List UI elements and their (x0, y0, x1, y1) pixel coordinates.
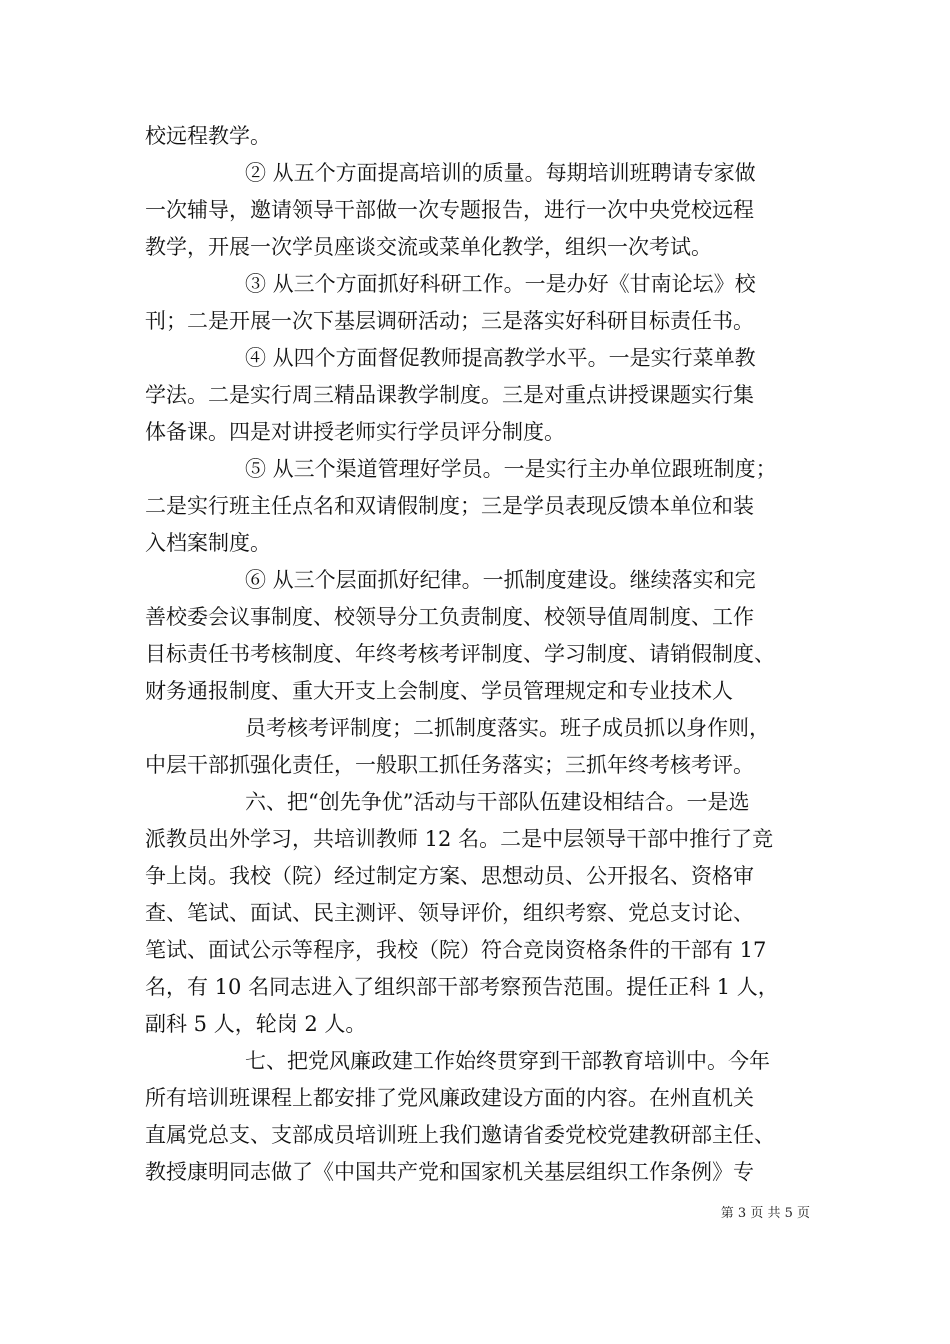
text-line: 争上岗。我校（院）经过制定方案、思想动员、公开报名、资格审 (145, 864, 754, 888)
text-line: 学法。二是实行周三精品课教学制度。三是对重点讲授课题实行集 (145, 383, 754, 407)
text-line: 目标责任书考核制度、年终考核考评制度、学习制度、请销假制度、 (145, 642, 775, 666)
text-line: 中层干部抓强化责任，一般职工抓任务落实；三抓年终考核考评。 (145, 753, 754, 777)
page-number: 第 3 页 共 5 页 (720, 1206, 810, 1221)
text-line: 校远程教学。 (145, 124, 271, 148)
body-text (145, 118, 810, 1191)
text-line: 六、把“创先争优”活动与干部队伍建设相结合。一是选 (245, 790, 750, 814)
text-line: 教学，开展一次学员座谈交流或菜单化教学，组织一次考试。 (145, 235, 712, 259)
text-line: 名，有 10 名同志进入了组织部干部考察预告范围。提任正科 1 人， (145, 975, 779, 999)
text-line: 直属党总支、支部成员培训班上我们邀请省委党校党建教研部主任、 (145, 1123, 775, 1147)
text-line: 体备课。四是对讲授老师实行学员评分制度。 (145, 420, 565, 444)
text-line: 查、笔试、面试、民主测评、领导评价，组织考察、党总支讨论、 (145, 901, 754, 925)
text-line: ⑤ 从三个渠道管理好学员。一是实行主办单位跟班制度； (245, 457, 777, 481)
text-line: 财务通报制度、重大开支上会制度、学员管理规定和专业技术人 (145, 679, 733, 703)
text-line: 二是实行班主任点名和双请假制度；三是学员表现反馈本单位和装 (145, 494, 754, 518)
text-line: 员考核考评制度；二抓制度落实。班子成员抓以身作则， (245, 716, 770, 740)
text-line: ④ 从四个方面督促教师提高教学水平。一是实行菜单教 (245, 346, 756, 370)
text-line: 派教员出外学习，共培训教师 12 名。二是中层领导干部中推行了竞 (145, 827, 774, 851)
text-line: 善校委会议事制度、校领导分工负责制度、校领导值周制度、工作 (145, 605, 754, 629)
text-line: 入档案制度。 (145, 531, 271, 555)
text-line: 一次辅导，邀请领导干部做一次专题报告，进行一次中央党校远程 (145, 198, 754, 222)
text-line: 副科 5 人，轮岗 2 人。 (145, 1012, 367, 1036)
text-line: ③ 从三个方面抓好科研工作。一是办好《甘南论坛》校 (245, 272, 756, 296)
text-line: 所有培训班课程上都安排了党风廉政建设方面的内容。在州直机关 (145, 1086, 754, 1110)
text-line: 刊；二是开展一次下基层调研活动；三是落实好科研目标责任书。 (145, 309, 754, 333)
text-line: 七、把党风廉政建工作始终贯穿到干部教育培训中。今年 (245, 1049, 770, 1073)
text-line: ⑥ 从三个层面抓好纪律。一抓制度建设。继续落实和完 (245, 568, 756, 592)
text-line: 教授康明同志做了《中国共产党和国家机关基层组织工作条例》专 (145, 1160, 754, 1184)
text-line: ② 从五个方面提高培训的质量。每期培训班聘请专家做 (245, 161, 756, 185)
text-line: 笔试、面试公示等程序，我校（院）符合竞岗资格条件的干部有 17 (145, 938, 767, 962)
